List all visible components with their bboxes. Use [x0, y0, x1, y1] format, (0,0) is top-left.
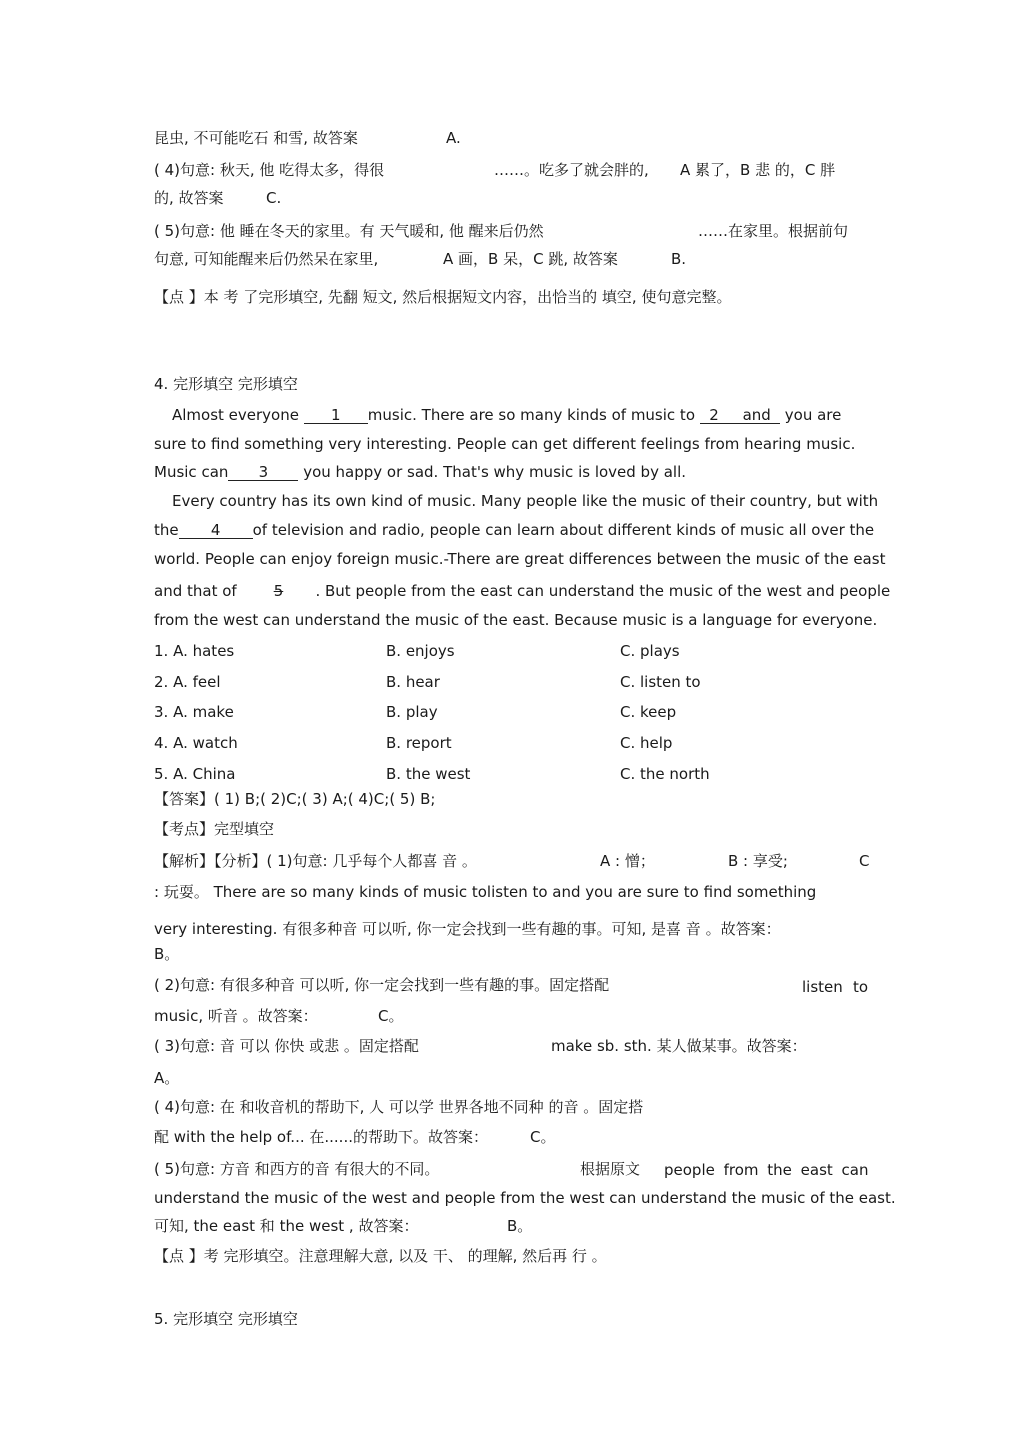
kaodian-line: 【考点】完型填空: [154, 820, 275, 838]
text: the: [154, 521, 179, 539]
passage-line-4: Every country has its own kind of music. Many people like the music of their country, but with: [172, 492, 879, 510]
analysis-3-line-2: A。: [154, 1069, 180, 1087]
option-5a: 5. A. China: [154, 765, 236, 783]
analysis-1-line-2: : 玩耍。 There are so many kinds of music tolisten to and you are sure to find something: [154, 883, 817, 901]
passage-line-7: [154, 581, 890, 601]
prev-line-1-answer: A.: [446, 129, 461, 147]
option-1c: C. plays: [620, 642, 680, 660]
blank-1: 1: [304, 407, 368, 424]
blank-2-word: and: [742, 406, 771, 424]
blank-5: 5: [273, 582, 284, 600]
text: you happy or sad. That's why music is loved by all.: [303, 463, 687, 481]
option-2b: B. hear: [386, 673, 440, 691]
prev-q4-answer: C.: [266, 189, 282, 207]
analysis-4-line-1: ( 4)句意: 在 和收音机的帮助下, 人 可以学 世界各地不同种 的音 。固定搭: [154, 1098, 644, 1116]
text: music. There are so many kinds of music to: [367, 406, 695, 424]
text: 昆虫, 不可能吃石 和雪, 故答案: [154, 129, 358, 147]
analysis-1-line-1: 【解析】【分析】( 1)句意: 几乎每个人都喜 音 。: [154, 852, 477, 870]
option-3b: B. play: [386, 703, 438, 721]
analysis-1-line-4: B。: [154, 945, 180, 963]
blank-2-group: [700, 405, 841, 425]
text: and that of: [154, 582, 237, 600]
analysis-2-line-1: ( 2)句意: 有很多种音 可以听, 你一定会找到一些有趣的事。固定搭配: [154, 976, 610, 994]
text: . But people from the east can understand the music of the west and people: [315, 582, 891, 600]
prev-q4-line-1: ( 4)句意: 秋天, 他 吃得太多，得很: [154, 161, 385, 179]
analysis-3-make: make sb. sth. 某人做某事。故答案：: [551, 1037, 807, 1055]
section-4-comment: 【点 】考 完形填空。注意理解大意, 以及 干、 的理解, 然后再 行 。: [154, 1247, 607, 1265]
analysis-1-line-3: very interesting. 有很多种音 可以听, 你一定会找到一些有趣的事。可知, 是喜 音 。故答案：: [154, 920, 781, 938]
analysis-2-to: to: [853, 978, 869, 996]
option-4a: 4. A. watch: [154, 734, 238, 752]
analysis-4-answer: C。: [530, 1128, 556, 1146]
option-2c: C. listen to: [620, 673, 701, 691]
analysis-4-line-2: 配 with the help of... 在......的帮助下。故答案：: [154, 1128, 488, 1146]
analysis-5-line-1: ( 5)句意: 方音 和西方的音 有很大的不同。: [154, 1160, 440, 1178]
passage-line-3: [154, 462, 686, 482]
option-3a: 3. A. make: [154, 703, 234, 721]
passage-line-6: world. People can enjoy foreign music.-There are great differences between the music of the east: [154, 550, 886, 568]
option-3c: C. keep: [620, 703, 677, 721]
analysis-5-quote: people from the east can: [664, 1161, 869, 1179]
prev-q5-options: A 画，B 呆，C 跳, 故答案: [443, 250, 618, 268]
analysis-5-answer: B。: [507, 1217, 533, 1235]
section-4-heading: 4. 完形填空 完形填空: [154, 375, 298, 393]
text: Music can: [154, 463, 229, 481]
text: Almost everyone: [172, 406, 299, 424]
prev-q5-line-2: 句意, 可知能醒来后仍然呆在家里,: [154, 250, 379, 268]
option-1a: 1. A. hates: [154, 642, 235, 660]
option-4b: B. report: [386, 734, 452, 752]
analysis-5-line-3: 可知, the east 和 the west , 故答案：: [154, 1217, 419, 1235]
prev-q5-answer: B.: [671, 250, 687, 268]
option-2a: 2. A. feel: [154, 673, 221, 691]
blank-2: [700, 407, 780, 424]
prev-q5-mid: ……在家里。根据前句: [698, 222, 849, 240]
option-4c: C. help: [620, 734, 673, 752]
analysis-3-line-1: ( 3)句意: 音 可以 你快 或悲 。固定搭配: [154, 1037, 419, 1055]
analysis-5-line-2: understand the music of the west and people from the west can understand the music of the east.: [154, 1189, 896, 1207]
section-5-heading: 5. 完形填空 完形填空: [154, 1310, 298, 1328]
prev-q4-line-2: 的, 故答案: [154, 189, 224, 207]
option-1b: B. enjoys: [386, 642, 455, 660]
analysis-1-opt-c: C: [859, 852, 870, 870]
text: you are: [784, 406, 842, 424]
prev-q4-options: A 累了，B 悲 的，C 胖: [680, 161, 836, 179]
prev-q5-line-1: ( 5)句意: 他 睡在冬天的家里。有 天气暖和, 他 醒来后仍然: [154, 222, 544, 240]
blank-3: 3: [228, 464, 298, 481]
blank-4: 4: [179, 522, 253, 539]
text: of television and radio, people can learn about different kinds of music all over the: [252, 521, 875, 539]
analysis-5-ref: 根据原文: [580, 1160, 641, 1178]
blank-2-number: 2: [709, 406, 719, 424]
prev-q4-mid: ……。吃多了就会胖的,: [494, 161, 649, 179]
prev-comment: 【点 】本 考 了完形填空, 先翻 短文, 然后根据短文内容，出恰当的 填空, 使句意完整。: [154, 288, 732, 306]
passage-line-1: [172, 405, 695, 425]
analysis-2-listen: listen: [802, 978, 843, 996]
analysis-2-answer: C。: [378, 1007, 404, 1025]
analysis-1-opt-a: A : 憎；: [600, 852, 655, 870]
answer-line: 【答案】( 1) B;( 2)C;( 3) A;( 4)C;( 5) B;: [154, 790, 436, 808]
analysis-1-opt-b: B : 享受;: [728, 852, 788, 870]
passage-line-8: from the west can understand the music of the east. Because music is a language for everyone.: [154, 611, 878, 629]
passage-line-2: sure to find something very interesting. People can get different feelings from hearing music.: [154, 435, 856, 453]
option-5c: C. the north: [620, 765, 710, 783]
passage-line-5: [154, 520, 874, 540]
analysis-2-line-2: music, 听音 。故答案：: [154, 1007, 318, 1025]
prev-line-1: [154, 128, 358, 148]
option-5b: B. the west: [386, 765, 471, 783]
